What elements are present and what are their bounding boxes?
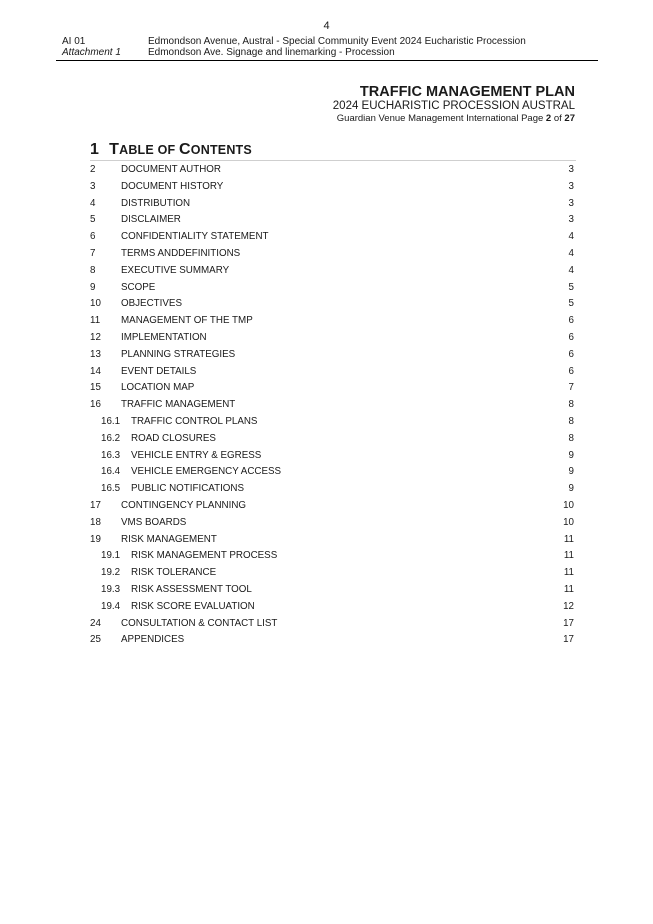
toc-entry-number: 19.4	[101, 600, 121, 612]
page-number: 4	[323, 20, 330, 32]
toc-entry-title[interactable]: EVENT DETAILS	[121, 365, 197, 377]
toc-entry[interactable]	[90, 246, 576, 263]
toc-entry-title[interactable]: DISCLAIMER	[121, 214, 181, 226]
toc-entry-number: 17	[90, 499, 101, 511]
toc-entry-title[interactable]: APPENDICES	[121, 634, 185, 646]
header-ref: AI 01	[62, 36, 86, 47]
toc-entry-title[interactable]: MANAGEMENT OF THE TMP	[121, 315, 253, 327]
toc-entry[interactable]	[90, 380, 576, 397]
toc-entry-number: 14	[90, 365, 101, 377]
toc-entry[interactable]	[90, 532, 576, 549]
toc-entry-number: 19.1	[101, 550, 121, 562]
toc-entry-page[interactable]: 5	[568, 281, 574, 293]
toc-entry-page[interactable]: 17	[563, 634, 574, 646]
document-org-line: Guardian Venue Management International Page 2 of 27	[336, 113, 575, 124]
toc-entry-page[interactable]: 8	[568, 432, 574, 444]
toc-entry-page[interactable]: 5	[568, 298, 574, 310]
toc-entry[interactable]	[90, 616, 576, 633]
toc-entry-page[interactable]: 9	[568, 449, 574, 461]
toc-entry[interactable]	[90, 599, 576, 616]
toc-entry-title[interactable]: ROAD CLOSURES	[131, 432, 216, 444]
toc-entry[interactable]	[90, 212, 576, 229]
toc-entry[interactable]	[90, 330, 576, 347]
toc-entry-page[interactable]: 11	[563, 550, 574, 562]
toc-entry[interactable]	[90, 582, 576, 599]
total-page-count: 27	[564, 113, 575, 124]
toc-entry-title[interactable]: DOCUMENT HISTORY	[121, 180, 224, 192]
header-attachment-title: Edmondson Ave. Signage and linemarking - Procession	[148, 47, 395, 58]
toc-entry-title[interactable]: VEHICLE EMERGENCY ACCESS	[131, 466, 282, 478]
current-page-number: 2	[545, 113, 552, 124]
toc-entry-title[interactable]: CONSULTATION & CONTACT LIST	[121, 617, 278, 629]
toc-entry-number: 15	[90, 382, 101, 394]
toc-entry-page[interactable]: 12	[563, 600, 574, 612]
toc-entry-page[interactable]: 7	[568, 382, 574, 394]
toc-entry-number: 4	[90, 197, 96, 209]
toc-entry-title[interactable]: CONTINGENCY PLANNING	[121, 499, 247, 511]
toc-entry[interactable]	[90, 364, 576, 381]
header-description: Edmondson Avenue, Austral - Special Community Event 2024 Eucharistic Procession	[148, 36, 526, 47]
toc-entry-number: 18	[90, 516, 101, 528]
toc-entry-page[interactable]: 6	[568, 365, 574, 377]
toc-entry[interactable]	[90, 632, 576, 649]
toc-entry[interactable]	[90, 229, 576, 246]
toc-entry-title[interactable]: OBJECTIVES	[121, 298, 182, 310]
toc-entry-title[interactable]: DISTRIBUTION	[121, 197, 191, 209]
toc-entry-number: 25	[90, 634, 101, 646]
toc-entry-number: 6	[90, 231, 96, 243]
toc-entry-title[interactable]: RISK SCORE EVALUATION	[131, 600, 255, 612]
toc-entry-page[interactable]: 9	[568, 466, 574, 478]
toc-entry[interactable]	[90, 431, 576, 448]
toc-entry-page[interactable]: 9	[568, 483, 574, 495]
toc-entry-title[interactable]: RISK MANAGEMENT PROCESS	[131, 550, 278, 562]
toc-entry-page[interactable]: 10	[563, 499, 574, 511]
toc-entry-title[interactable]: SCOPE	[121, 281, 156, 293]
toc-entry-page[interactable]: 3	[568, 180, 574, 192]
toc-entry-title[interactable]: TERMS ANDDEFINITIONS	[121, 247, 241, 259]
toc-entry-number: 8	[90, 264, 96, 276]
toc-entry[interactable]	[90, 179, 576, 196]
document-title-block	[333, 84, 575, 125]
toc-entry-title[interactable]: VEHICLE ENTRY & EGRESS	[131, 449, 262, 461]
toc-entry[interactable]	[90, 481, 576, 498]
toc-entry-number: 24	[90, 617, 101, 629]
toc-entry-page[interactable]: 4	[568, 247, 574, 259]
toc-entry-number: 9	[90, 281, 96, 293]
toc-entry-title[interactable]: TRAFFIC CONTROL PLANS	[131, 415, 258, 427]
toc-entry[interactable]	[90, 162, 576, 179]
toc-entry-title[interactable]: IMPLEMENTATION	[121, 331, 207, 343]
toc-entry-number: 16.4	[101, 466, 121, 478]
toc-entry[interactable]	[90, 448, 576, 465]
toc-entry[interactable]	[90, 515, 576, 532]
toc-entry-title[interactable]: RISK ASSESSMENT TOOL	[131, 583, 252, 595]
toc-entry-page[interactable]: 4	[568, 264, 574, 276]
toc-entry-page[interactable]: 11	[563, 583, 574, 595]
header-divider	[56, 60, 598, 61]
toc-entry-number: 5	[90, 214, 96, 226]
toc-entry[interactable]	[90, 414, 576, 431]
toc-entry[interactable]	[90, 397, 576, 414]
toc-entry[interactable]	[90, 498, 576, 515]
toc-entry-title[interactable]: CONFIDENTIALITY STATEMENT	[121, 231, 269, 243]
toc-entry-number: 16.2	[101, 432, 121, 444]
toc-entry-number: 3	[90, 180, 96, 192]
toc-entry-number: 13	[90, 348, 101, 360]
toc-entry-number: 16.1	[101, 415, 121, 427]
toc-entry-number: 7	[90, 247, 96, 259]
toc-entry[interactable]	[90, 280, 576, 297]
toc-entry-page[interactable]: 17	[563, 617, 574, 629]
toc-heading: 1 TABLE OF CONTENTS	[90, 141, 252, 158]
toc-entry[interactable]	[90, 464, 576, 481]
toc-entry-page[interactable]: 6	[568, 348, 574, 360]
toc-entry-title[interactable]: PLANNING STRATEGIES	[121, 348, 236, 360]
toc-entry-title[interactable]: VMS BOARDS	[121, 516, 187, 528]
toc-entry-page[interactable]: 6	[568, 331, 574, 343]
toc-entry-page[interactable]: 3	[568, 197, 574, 209]
toc-entry-title[interactable]: RISK MANAGEMENT	[121, 533, 217, 545]
toc-entry-number: 19.3	[101, 583, 121, 595]
header-attachment: Attachment 1	[62, 47, 121, 58]
toc-entry-page[interactable]: 11	[563, 533, 574, 545]
toc-entry[interactable]	[90, 263, 576, 280]
toc-entry-page[interactable]: 3	[568, 214, 574, 226]
toc-entry-number: 19	[90, 533, 101, 545]
toc-entry-title[interactable]: TRAFFIC MANAGEMENT	[121, 399, 236, 411]
toc-list	[90, 162, 576, 649]
toc-entry-number: 19.2	[101, 567, 121, 579]
toc-entry-page[interactable]: 4	[568, 231, 574, 243]
toc-entry[interactable]	[90, 565, 576, 582]
toc-entry-page[interactable]: 11	[563, 567, 574, 579]
toc-divider	[90, 160, 576, 161]
toc-entry-page[interactable]: 8	[568, 415, 574, 427]
toc-entry-title[interactable]: EXECUTIVE SUMMARY	[121, 264, 230, 276]
toc-entry-number: 16.5	[101, 483, 121, 495]
toc-entry-page[interactable]: 3	[568, 164, 574, 175]
toc-entry-page[interactable]: 6	[568, 315, 574, 327]
toc-entry[interactable]	[90, 313, 576, 330]
toc-entry-number: 16.3	[101, 449, 121, 461]
toc-entry-number: 11	[90, 315, 101, 327]
toc-entry[interactable]	[90, 196, 576, 213]
document-title: TRAFFIC MANAGEMENT PLAN	[359, 84, 575, 100]
toc-entry-title[interactable]: LOCATION MAP	[121, 382, 195, 394]
toc-heading-number: 1	[90, 141, 100, 158]
document-subtitle: 2024 EUCHARISTIC PROCESSION AUSTRAL	[332, 100, 575, 112]
toc-entry-number: 12	[90, 331, 101, 343]
toc-entry-title[interactable]: PUBLIC NOTIFICATIONS	[131, 483, 245, 495]
toc-entry-number: 2	[90, 164, 96, 175]
toc-entry[interactable]	[90, 548, 576, 565]
toc-entry-page[interactable]: 10	[563, 516, 574, 528]
toc-entry-title[interactable]: RISK TOLERANCE	[131, 567, 217, 579]
toc-entry-page[interactable]: 8	[568, 399, 574, 411]
toc-entry-title[interactable]: DOCUMENT AUTHOR	[121, 164, 221, 175]
toc-entry-number: 16	[90, 399, 101, 411]
toc-entry-number: 10	[90, 298, 101, 310]
toc-entry[interactable]	[90, 296, 576, 313]
toc-entry[interactable]	[90, 347, 576, 364]
